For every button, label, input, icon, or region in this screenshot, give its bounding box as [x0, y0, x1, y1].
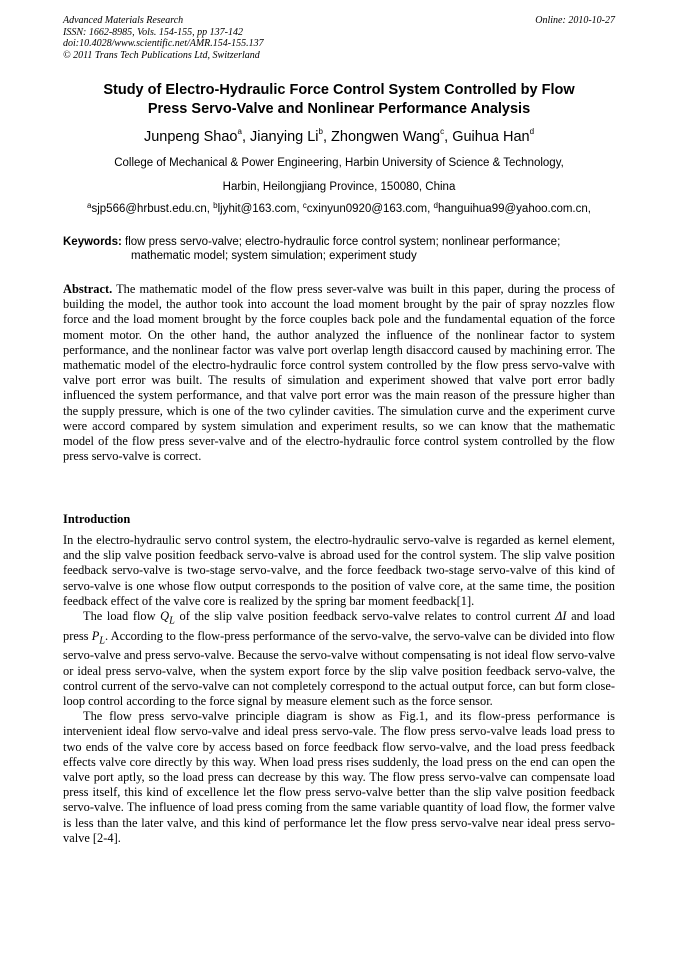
- email-sup: a: [87, 201, 92, 210]
- affiliation-line-1: College of Mechanical & Power Engineering, Harbin University of Science & Technology,: [114, 157, 564, 169]
- keywords-text-2: mathematic model; system simulation; experiment study: [131, 250, 417, 262]
- abstract-paragraph: [63, 282, 615, 464]
- title-line-1: Study of Electro-Hydraulic Force Control System Controlled by Flow: [103, 82, 575, 98]
- paper-title: [63, 81, 615, 119]
- email-address[interactable]: sjp566@hrbust.edu.cn,: [91, 203, 210, 215]
- affiliation-line-2: Harbin, Heilongjiang Province, 150080, China: [222, 181, 456, 193]
- author-list: Junpeng Shao$^a$, Jianying Li$^b$, Zhongwen Wang$^c$, Guihua Han$^d$: [143, 127, 535, 145]
- abstract-label: Abstract.: [63, 282, 113, 296]
- title-line-2: Press Servo-Valve and Nonlinear Performance Analysis: [147, 101, 531, 117]
- author-name: Junpeng Shao: [143, 129, 238, 145]
- author-name: Zhongwen Wang: [331, 129, 441, 145]
- email-address[interactable]: hanguihua99@yahoo.com.cn,: [437, 203, 591, 215]
- keywords-text-1: flow press servo-valve; electro-hydraulic force control system; nonlinear performance;: [125, 236, 561, 248]
- section-heading-introduction: Introduction: [63, 512, 131, 526]
- email-sup: b: [213, 201, 218, 210]
- symbol-load-press: [91, 628, 106, 647]
- abstract-text: The mathematic model of the flow press sever-valve was built in this paper, during the process of building the model, the author took into account the load moment brought by the pair of spray nozzles flow force and the load moment brought by the force couples back pole and the fundamental equation of the force moment motor. On the other hand, the author analyzed the influence of the nonlinear factor to system performance, and the nonlinear factor was valve port overlap length disaccord caused by machining error. The mathematic model of the electro-hydraulic force control system controlled by the flow press servo-valve with valve port error was built. The results of simulation and experiment showed that valve port error badly influenced the system performance, and that valve port error was the main reason of the pressure higher than the supply pressure, which is one of the two cylinder cavities. The simulation curve and the experiment curve were accord compared by system simulation and experiment results, so we can know that the mathematic model of the flow press sever-valve and of the electro-hydraulic force control system controlled by the flow press servo-valve is correct.: [63, 282, 615, 464]
- symbol-p: P: [91, 628, 100, 643]
- author-sup: d: [529, 127, 535, 136]
- intro-p2-text-d: . According to the flow-press performance of the servo-valve, the servo-valve can be divided into flow servo-valve and press servo-valve. Because the servo-valve without compensating is not ideal flow servo-valve or ideal press servo-valve, when the system export force by the slip valve position feedback servo-valve, the control current of the servo-valve can not completely correspond to the actual output force, can but form close-loop control according to the force signal by measure element such as the force sensor.: [63, 628, 615, 708]
- symbol-load-flow: [160, 609, 175, 627]
- author-name: Jianying Li: [250, 129, 319, 145]
- symbol-delta-i: ΔI: [555, 609, 567, 624]
- email-sup: d: [433, 201, 438, 210]
- keywords-label: Keywords:: [63, 236, 122, 248]
- author-name: Guihua Han: [452, 129, 530, 145]
- author-sup: a: [237, 127, 242, 136]
- intro-p2-text-b: of the slip valve position feedback servo-valve relates to control current: [179, 609, 551, 624]
- copyright-line: © 2011 Trans Tech Publications Ltd, Switzerland: [63, 49, 260, 61]
- symbol-q-sub: L: [169, 615, 175, 627]
- online-date: Online: 2010-10-27: [535, 15, 615, 26]
- intro-paragraph-2: [63, 609, 615, 709]
- doi-line[interactable]: doi:10.4028/www.scientific.net/AMR.154-155.137: [63, 38, 264, 49]
- email-list: [63, 202, 615, 216]
- intro-p2-text-a: The load flow: [83, 609, 156, 624]
- journal-header: [63, 15, 615, 61]
- symbol-q: Q: [160, 609, 170, 624]
- intro-p2-text-c: and load press: [63, 609, 615, 643]
- intro-paragraph-1: In the electro-hydraulic servo control system, the electro-hydraulic servo-valve is regarded as kernel element, and the slip valve position feedback servo-valve is abroad used for the control system. The slip valve position feedback servo-valve is two-stage servo-valve, and the force feedback two-stage servo-valve of this kind of servo-valve is one whose flow output corresponds to the position of valve core, at the same time, the position feedback effect of the valve core is realized by the spring bar moment feedback[1].: [63, 533, 615, 608]
- keywords-block: [63, 235, 615, 263]
- symbol-p-sub: L: [99, 635, 106, 647]
- introduction-body: [63, 533, 615, 846]
- author-sup: b: [318, 127, 323, 136]
- intro-paragraph-3: The flow press servo-valve principle diagram is show as Fig.1, and its flow-press performance is intervenient ideal flow servo-valve and ideal press servo-vale. The flow press servo-valve leads load press to two ends of the valve core by access based on force feedback flow servo-valve, and the load press feedback effects valve core directly by this way. When load press rises suddenly, the load press on the end can open the valve port aptly, so the load press can decrease by this way. The flow press servo-valve can compensate load press itself, this kind of excellence let the flow press servo-valve better than the slip valve position feedback servo-valve. The influence of load press coming from the same variable quantity of load flow, the former valve is less than the later valve, and this kind of performance let the flow press servo-valve near ideal press servo-valve [2-4].: [63, 709, 615, 845]
- author-sup: c: [440, 127, 445, 136]
- issn-line: ISSN: 1662-8985, Vols. 154-155, pp 137-142: [63, 26, 243, 38]
- journal-name: Advanced Materials Research: [63, 15, 184, 26]
- email-sup: c: [302, 201, 307, 210]
- email-address[interactable]: ljyhit@163.com,: [217, 203, 300, 215]
- email-address[interactable]: cxinyun0920@163.com,: [306, 203, 431, 215]
